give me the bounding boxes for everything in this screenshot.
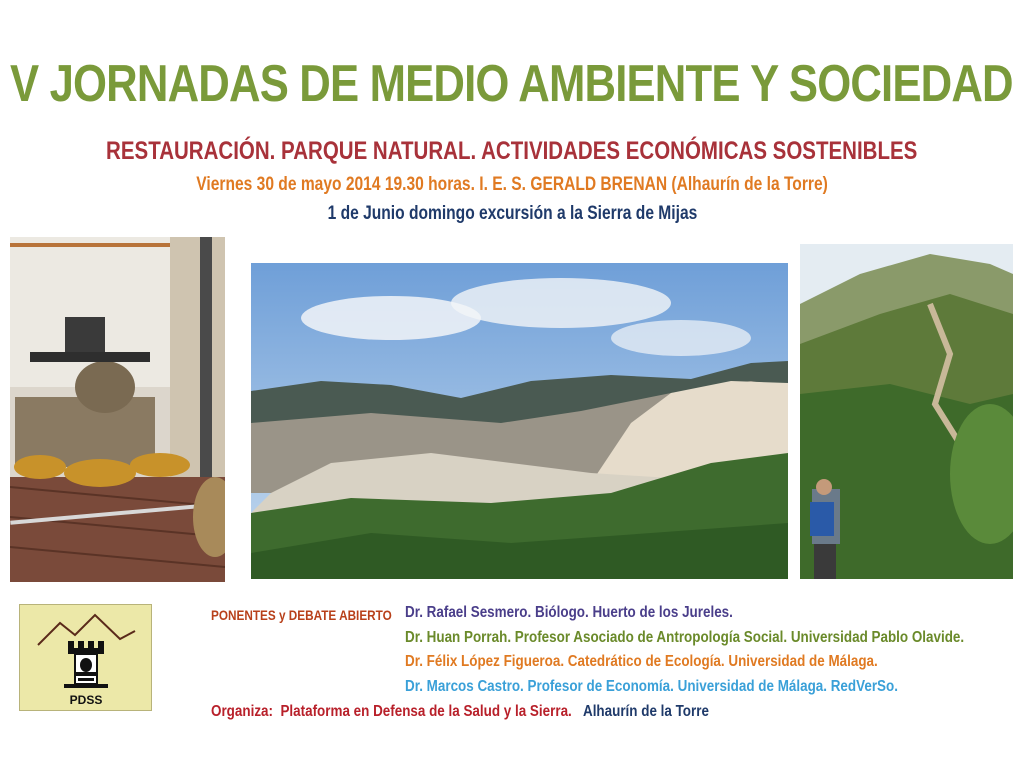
event-subtitle-text: RESTAURACIÓN. PARQUE NATURAL. ACTIVIDADES ECONÓMICAS SOSTENIBLES: [106, 137, 918, 165]
speaker-3: Dr. Félix López Figueroa. Catedrático de Ecología. Universidad de Málaga.: [405, 653, 878, 670]
speaker-1: Dr. Rafael Sesmero. Biólogo. Huerto de los Jureles.: [405, 604, 733, 621]
speaker-4: Dr. Marcos Castro. Profesor de Economía. Universidad de Málaga. RedVerSo.: [405, 678, 898, 695]
hiking-photo: [800, 244, 1013, 579]
organiza-label: Organiza:: [211, 703, 273, 720]
mill-photo: [10, 237, 225, 582]
ponentes-label: PONENTES y DEBATE ABIERTO: [211, 607, 392, 623]
speaker-2: Dr. Huan Porrah. Profesor Asociado de Antropología Social. Universidad Pablo Olavide.: [405, 629, 965, 646]
event-dateline-text: Viernes 30 de mayo 2014 19.30 horas. I. E. S. GERALD BRENAN (Alhaurín de la Torre): [196, 174, 828, 195]
pdss-logo: [19, 604, 152, 711]
organizer-line: [211, 703, 709, 721]
castle-tower-icon: [64, 641, 108, 688]
quarry-photo: [251, 263, 788, 579]
excursion-line: [0, 203, 1024, 225]
event-subtitle: [0, 137, 1024, 166]
excursion-text: 1 de Junio domingo excursión a la Sierra de Mijas: [327, 203, 697, 224]
organizer-place: Alhaurín de la Torre: [582, 703, 709, 720]
organizer-name: Plataforma en Defensa de la Salud y la Sierra.: [280, 703, 572, 720]
mountain-icon: [38, 615, 135, 645]
event-title: V JORNADAS DE MEDIO AMBIENTE Y SOCIEDAD: [10, 55, 1013, 113]
event-dateline: [0, 174, 1024, 196]
logo-text: PDSS: [69, 693, 103, 707]
